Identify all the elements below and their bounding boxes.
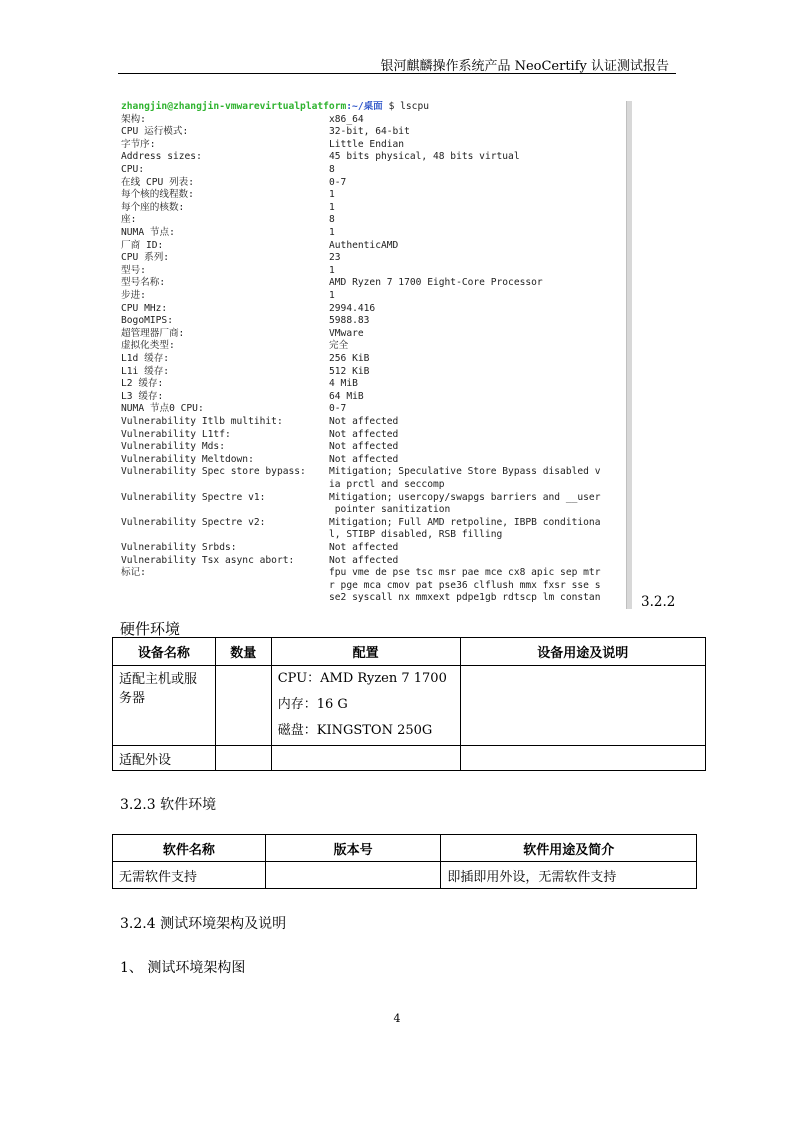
sw-cell-name: 无需软件支持	[113, 862, 266, 889]
terminal-output-line	[121, 264, 335, 278]
terminal-value: 5988.83	[329, 315, 370, 327]
terminal-key: Vulnerability L1tf:	[121, 428, 231, 440]
hw-header-qty: 数量	[215, 638, 271, 666]
terminal-value: Little Endian	[329, 138, 405, 150]
terminal-value: 45 bits physical, 48 bits virtual	[329, 151, 520, 163]
terminal-output-line	[121, 302, 376, 316]
terminal-key: L1d 缓存:	[121, 353, 170, 364]
terminal-value: 32-bit, 64-bit	[329, 126, 410, 138]
terminal-key: L1i 缓存:	[121, 365, 170, 377]
terminal-value: Not affected	[329, 441, 399, 453]
hw-cell-config	[271, 666, 460, 746]
software-table-header	[113, 835, 697, 862]
terminal-value: 1	[329, 264, 335, 276]
prompt-path: :~/桌面	[346, 101, 383, 112]
terminal-value: 8	[329, 164, 335, 175]
hw-header-config: 配置	[271, 638, 460, 666]
terminal-output-line	[121, 164, 335, 177]
terminal-value: 1	[329, 290, 335, 301]
terminal-output-line	[121, 428, 399, 442]
terminal-value: 2994.416	[329, 302, 376, 314]
sw-cell-version	[265, 862, 441, 889]
terminal-output-line	[121, 542, 399, 555]
terminal-output-line	[121, 466, 601, 479]
section-title-hardware: 硬件环境	[120, 620, 181, 638]
prompt-command-text: $ lscpu	[388, 101, 429, 112]
section-title-software: 3.2.3 软件环境	[120, 797, 217, 813]
terminal-value: 1	[329, 189, 335, 201]
page-number: 4	[393, 1012, 401, 1025]
terminal-output-line	[121, 113, 364, 127]
terminal-key: 每个座的核数:	[121, 201, 185, 213]
terminal-key: CPU 运行模式:	[121, 126, 189, 138]
terminal-value: 4 MiB	[329, 378, 358, 390]
terminal-prompt-line	[121, 101, 429, 114]
terminal-output-line	[121, 327, 364, 341]
terminal-key: Vulnerability Spectre v2:	[121, 516, 266, 528]
table-row	[113, 666, 706, 746]
page-header-title: 银河麒麟操作系统产品 NeoCertify 认证测试报告	[380, 59, 669, 74]
terminal-key: L2 缓存:	[121, 378, 164, 390]
sw-cell-desc: 即插即用外设，无需软件支持	[441, 862, 697, 889]
terminal-value: 23	[329, 252, 341, 264]
hw-cell-qty	[215, 746, 271, 771]
sw-header-version: 版本号	[265, 835, 441, 862]
terminal-output-line	[121, 126, 410, 139]
terminal-output-line	[121, 340, 349, 353]
terminal-value: 0-7	[329, 176, 347, 188]
terminal-output-line	[121, 290, 335, 303]
terminal-key: Vulnerability Mds:	[121, 441, 225, 453]
hw-cell-name: 适配主机或服务器	[113, 666, 216, 746]
terminal-key: 步进:	[121, 290, 146, 301]
hw-cell-qty	[215, 666, 271, 746]
terminal-output-line	[121, 252, 341, 265]
terminal-output-line	[121, 390, 364, 404]
terminal-value: Not affected	[329, 416, 399, 427]
hw-cell-desc	[460, 666, 706, 746]
terminal-output-line	[121, 239, 399, 253]
terminal-key: NUMA 节点:	[121, 227, 175, 238]
terminal-value: Mitigation; Speculative Store Bypass disabled v	[329, 466, 601, 478]
terminal-key: 在线 CPU 列表:	[121, 176, 195, 188]
terminal-screenshot	[117, 101, 629, 609]
prompt-user: zhangjin@zhangjin-vmwarevirtualplatform	[121, 101, 347, 112]
terminal-output-line	[121, 554, 399, 568]
terminal-value: Not affected	[329, 453, 399, 465]
terminal-key: 型号名称:	[121, 277, 166, 289]
terminal-key: 虚拟化类型:	[121, 340, 175, 352]
terminal-value: Not affected	[329, 554, 399, 566]
section-title-architecture: 3.2.4 测试环境架构及说明	[120, 916, 287, 932]
terminal-value: 256 KiB	[329, 353, 370, 364]
terminal-value: 512 KiB	[329, 365, 370, 377]
terminal-key: Address sizes:	[121, 151, 202, 163]
terminal-key: Vulnerability Meltdown:	[121, 453, 254, 465]
terminal-output-line	[121, 151, 520, 164]
terminal-key: 架构:	[121, 113, 146, 125]
item-architecture-diagram: 1、 测试环境架构图	[120, 960, 246, 976]
terminal-output-line	[121, 403, 347, 416]
terminal-value: Mitigation; Full AMD retpoline, IBPB conditiona	[329, 516, 601, 528]
terminal-output-line	[121, 277, 543, 290]
section-number-3-2-2: 3.2.2	[641, 594, 676, 610]
hw-header-desc: 设备用途及说明	[460, 638, 706, 666]
terminal-key: 厂商 ID:	[121, 239, 164, 251]
terminal-value: 0-7	[329, 403, 347, 415]
terminal-key: BogoMIPS:	[121, 315, 173, 327]
terminal-output-line	[121, 491, 601, 505]
terminal-output-line	[121, 365, 370, 379]
terminal-output-line	[121, 138, 405, 152]
terminal-key: 每个核的线程数:	[121, 189, 194, 201]
terminal-value: AuthenticAMD	[329, 239, 399, 251]
table-row	[113, 746, 706, 771]
terminal-output-line	[121, 353, 370, 366]
terminal-output-line	[121, 227, 335, 240]
terminal-key: CPU MHz:	[121, 302, 168, 314]
terminal-key: 字节序:	[121, 138, 156, 150]
config-cpu: CPU：AMD Ryzen 7 1700	[277, 671, 447, 686]
terminal-key: Vulnerability Tsx async abort:	[121, 554, 295, 566]
terminal-scrollbar	[626, 101, 632, 609]
terminal-output-line	[121, 315, 370, 328]
config-disk: 磁盘：KINGSTON 250G	[277, 723, 433, 738]
terminal-value: pointer sanitization	[329, 504, 451, 516]
terminal-key: Vulnerability Srbds:	[121, 542, 237, 553]
terminal-key: Vulnerability Spectre v1:	[121, 491, 266, 503]
terminal-value: Mitigation; usercopy/swapgs barriers and __user	[329, 491, 601, 503]
terminal-key: 超管理器厂商:	[121, 327, 185, 339]
terminal-key: CPU:	[121, 164, 145, 175]
terminal-output-line	[121, 176, 347, 190]
terminal-key: Vulnerability Itlb multihit:	[121, 416, 283, 427]
terminal-key: 标记:	[121, 567, 146, 579]
terminal-output-line	[121, 201, 335, 215]
table-row	[113, 862, 697, 889]
terminal-key: NUMA 节点0 CPU:	[121, 403, 204, 415]
terminal-value: Not affected	[329, 542, 399, 553]
terminal-value: se2 syscall nx mmxext pdpe1gb rdtscp lm constan	[329, 592, 601, 604]
terminal-output-line	[121, 516, 601, 530]
terminal-output-line	[121, 378, 358, 391]
terminal-value: VMware	[329, 327, 364, 339]
header-rule	[118, 73, 676, 74]
sw-header-desc: 软件用途及简介	[441, 835, 697, 862]
terminal-value: Not affected	[329, 428, 399, 440]
hw-cell-desc	[460, 746, 706, 771]
terminal-key: L3 缓存:	[121, 390, 164, 402]
terminal-output-line	[121, 416, 399, 429]
terminal-value: 1	[329, 201, 335, 213]
terminal-key: 座:	[121, 214, 137, 226]
terminal-key: Vulnerability Spec store bypass:	[121, 466, 306, 478]
terminal-key: 型号:	[121, 264, 146, 276]
terminal-value: fpu vme de pse tsc msr pae mce cx8 apic sep mtr	[329, 567, 601, 579]
terminal-value: r pge mca cmov pat pse36 clflush mmx fxsr sse s	[329, 579, 601, 591]
terminal-key: CPU 系列:	[121, 252, 170, 264]
config-memory: 内存：16 G	[277, 697, 348, 712]
terminal-value: 64 MiB	[329, 390, 364, 402]
terminal-output-line	[121, 453, 399, 467]
hw-cell-config	[271, 746, 460, 771]
hardware-table-header	[113, 638, 706, 666]
terminal-value: l, STIBP disabled, RSB filling	[329, 529, 503, 541]
terminal-value: 1	[329, 227, 335, 238]
terminal-output-line	[121, 189, 335, 202]
hw-header-name: 设备名称	[113, 638, 216, 666]
terminal-output-line	[121, 567, 601, 580]
terminal-value: x86_64	[329, 113, 364, 125]
sw-header-name: 软件名称	[113, 835, 266, 862]
terminal-value: AMD Ryzen 7 1700 Eight-Core Processor	[329, 277, 543, 289]
terminal-output-line	[121, 441, 399, 454]
software-table	[112, 834, 697, 889]
terminal-value: ia prctl and seccomp	[329, 479, 445, 490]
hardware-table	[112, 637, 706, 771]
terminal-value: 8	[329, 214, 335, 226]
hw-cell-name: 适配外设	[113, 746, 216, 771]
terminal-value: 完全	[329, 340, 349, 352]
terminal-output-line	[121, 214, 335, 227]
